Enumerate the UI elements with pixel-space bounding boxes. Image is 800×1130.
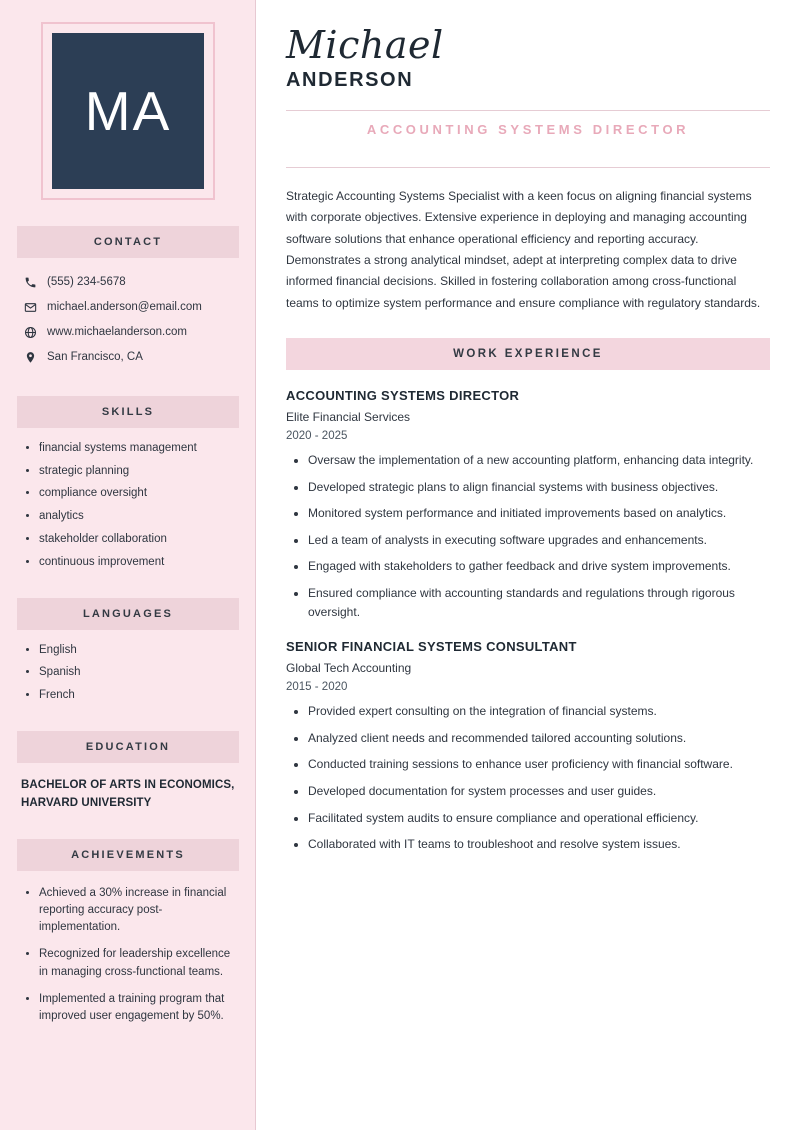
list-item: • Monitored system performance and initiated improvements based on analytics.: [308, 504, 770, 523]
headline-job-title: ACCOUNTING SYSTEMS DIRECTOR: [366, 121, 690, 137]
work-experience-entry: [286, 639, 770, 854]
phone-icon: [23, 275, 37, 289]
list-item: • Oversaw the implementation of a new accounting platform, enhancing data integrity.: [308, 451, 770, 470]
main-content: [256, 0, 800, 1130]
job-role: ACCOUNTING SYSTEMS DIRECTOR: [286, 388, 520, 404]
list-item: • Provided expert consulting on the integration of financial systems.: [308, 702, 770, 721]
list-item: • strategic planning: [39, 463, 239, 481]
section-header-achievements: ACHIEVEMENTS: [17, 839, 239, 871]
job-company: Global Tech Accounting: [286, 661, 412, 676]
contact-phone-text: (555) 234-5678: [47, 276, 126, 288]
list-item: • Spanish: [39, 664, 239, 682]
contact-website-text: www.michaelanderson.com: [47, 325, 187, 338]
list-item: • Led a team of analysts in executing software upgrades and enhancements.: [308, 531, 770, 550]
job-company: Elite Financial Services: [286, 410, 411, 425]
divider-bottom: [286, 167, 770, 168]
contact-item-location: [17, 345, 239, 370]
list-item: • analytics: [39, 508, 239, 526]
list-item: • Recognized for leadership excellence in managing cross-functional teams.: [39, 946, 239, 981]
section-header-languages: LANGUAGES: [17, 598, 239, 630]
education-entry: BACHELOR OF ARTS IN ECONOMICS, HARVARD UNIVERSITY: [21, 779, 235, 809]
last-name: ANDERSON: [286, 68, 414, 91]
list-item: • French: [39, 687, 239, 705]
achievements-list: [17, 885, 239, 1026]
skills-list: [17, 440, 239, 572]
list-item: • stakeholder collaboration: [39, 531, 239, 549]
contact-item-phone: [17, 270, 239, 295]
avatar: MA: [52, 33, 204, 189]
list-item: • Implemented a training program that improved user engagement by 50%.: [39, 991, 239, 1026]
list-item: • English: [39, 642, 239, 660]
list-item: • Collaborated with IT teams to troubleshoot and resolve system issues.: [308, 835, 770, 854]
professional-summary: Strategic Accounting Systems Specialist with a keen focus on aligning financial systems with corporate objectives. Extensive experience in deploying and managing accounting software solutions that enhance operational efficiency and reporting accuracy. Demonstrates a strong analytical mindset, adept at interpreting complex data to drive informed financial decisions. Skilled in fostering collaboration among cross-functional teams to optimize system performance and ensure compliance with regulatory standards.: [286, 188, 761, 310]
list-item: • Conducted training sessions to enhance user proficiency with financial software.: [308, 755, 770, 774]
section-header-education: EDUCATION: [17, 731, 239, 763]
avatar-frame: [41, 22, 215, 200]
job-bullets: [286, 451, 770, 621]
job-bullets: [286, 702, 770, 854]
list-item: • compliance oversight: [39, 485, 239, 503]
email-icon: [23, 300, 37, 314]
globe-icon: [23, 325, 37, 339]
list-item: • Achieved a 30% increase in financial reporting accuracy post-implementation.: [39, 885, 239, 937]
list-item: • Developed documentation for system processes and user guides.: [308, 782, 770, 801]
contact-location-text: San Francisco, CA: [47, 350, 143, 363]
sidebar: [0, 0, 256, 1130]
job-dates: 2020 - 2025: [286, 430, 348, 443]
contact-list: [17, 270, 239, 370]
location-pin-icon: [23, 350, 37, 364]
contact-item-website: [17, 320, 239, 345]
work-experience-entry: [286, 388, 770, 621]
list-item: • continuous improvement: [39, 554, 239, 572]
section-header-contact: CONTACT: [17, 226, 239, 258]
languages-list: [17, 642, 239, 705]
section-header-skills: SKILLS: [17, 396, 239, 428]
list-item: • Analyzed client needs and recommended tailored accounting solutions.: [308, 729, 770, 748]
first-name: Michael: [286, 23, 444, 67]
list-item: • Developed strategic plans to align financial systems with business objectives.: [308, 478, 770, 497]
list-item: • Ensured compliance with accounting standards and regulations through rigorous oversight.: [308, 584, 770, 621]
section-header-work-experience: WORK EXPERIENCE: [286, 338, 770, 370]
list-item: • Facilitated system audits to ensure compliance and operational efficiency.: [308, 809, 770, 828]
contact-email-text: michael.anderson@email.com: [47, 300, 202, 313]
list-item: • financial systems management: [39, 440, 239, 458]
contact-item-email: [17, 295, 239, 320]
job-role: SENIOR FINANCIAL SYSTEMS CONSULTANT: [286, 639, 577, 655]
list-item: • Engaged with stakeholders to gather feedback and drive system improvements.: [308, 557, 770, 576]
job-dates: 2015 - 2020: [286, 681, 348, 694]
